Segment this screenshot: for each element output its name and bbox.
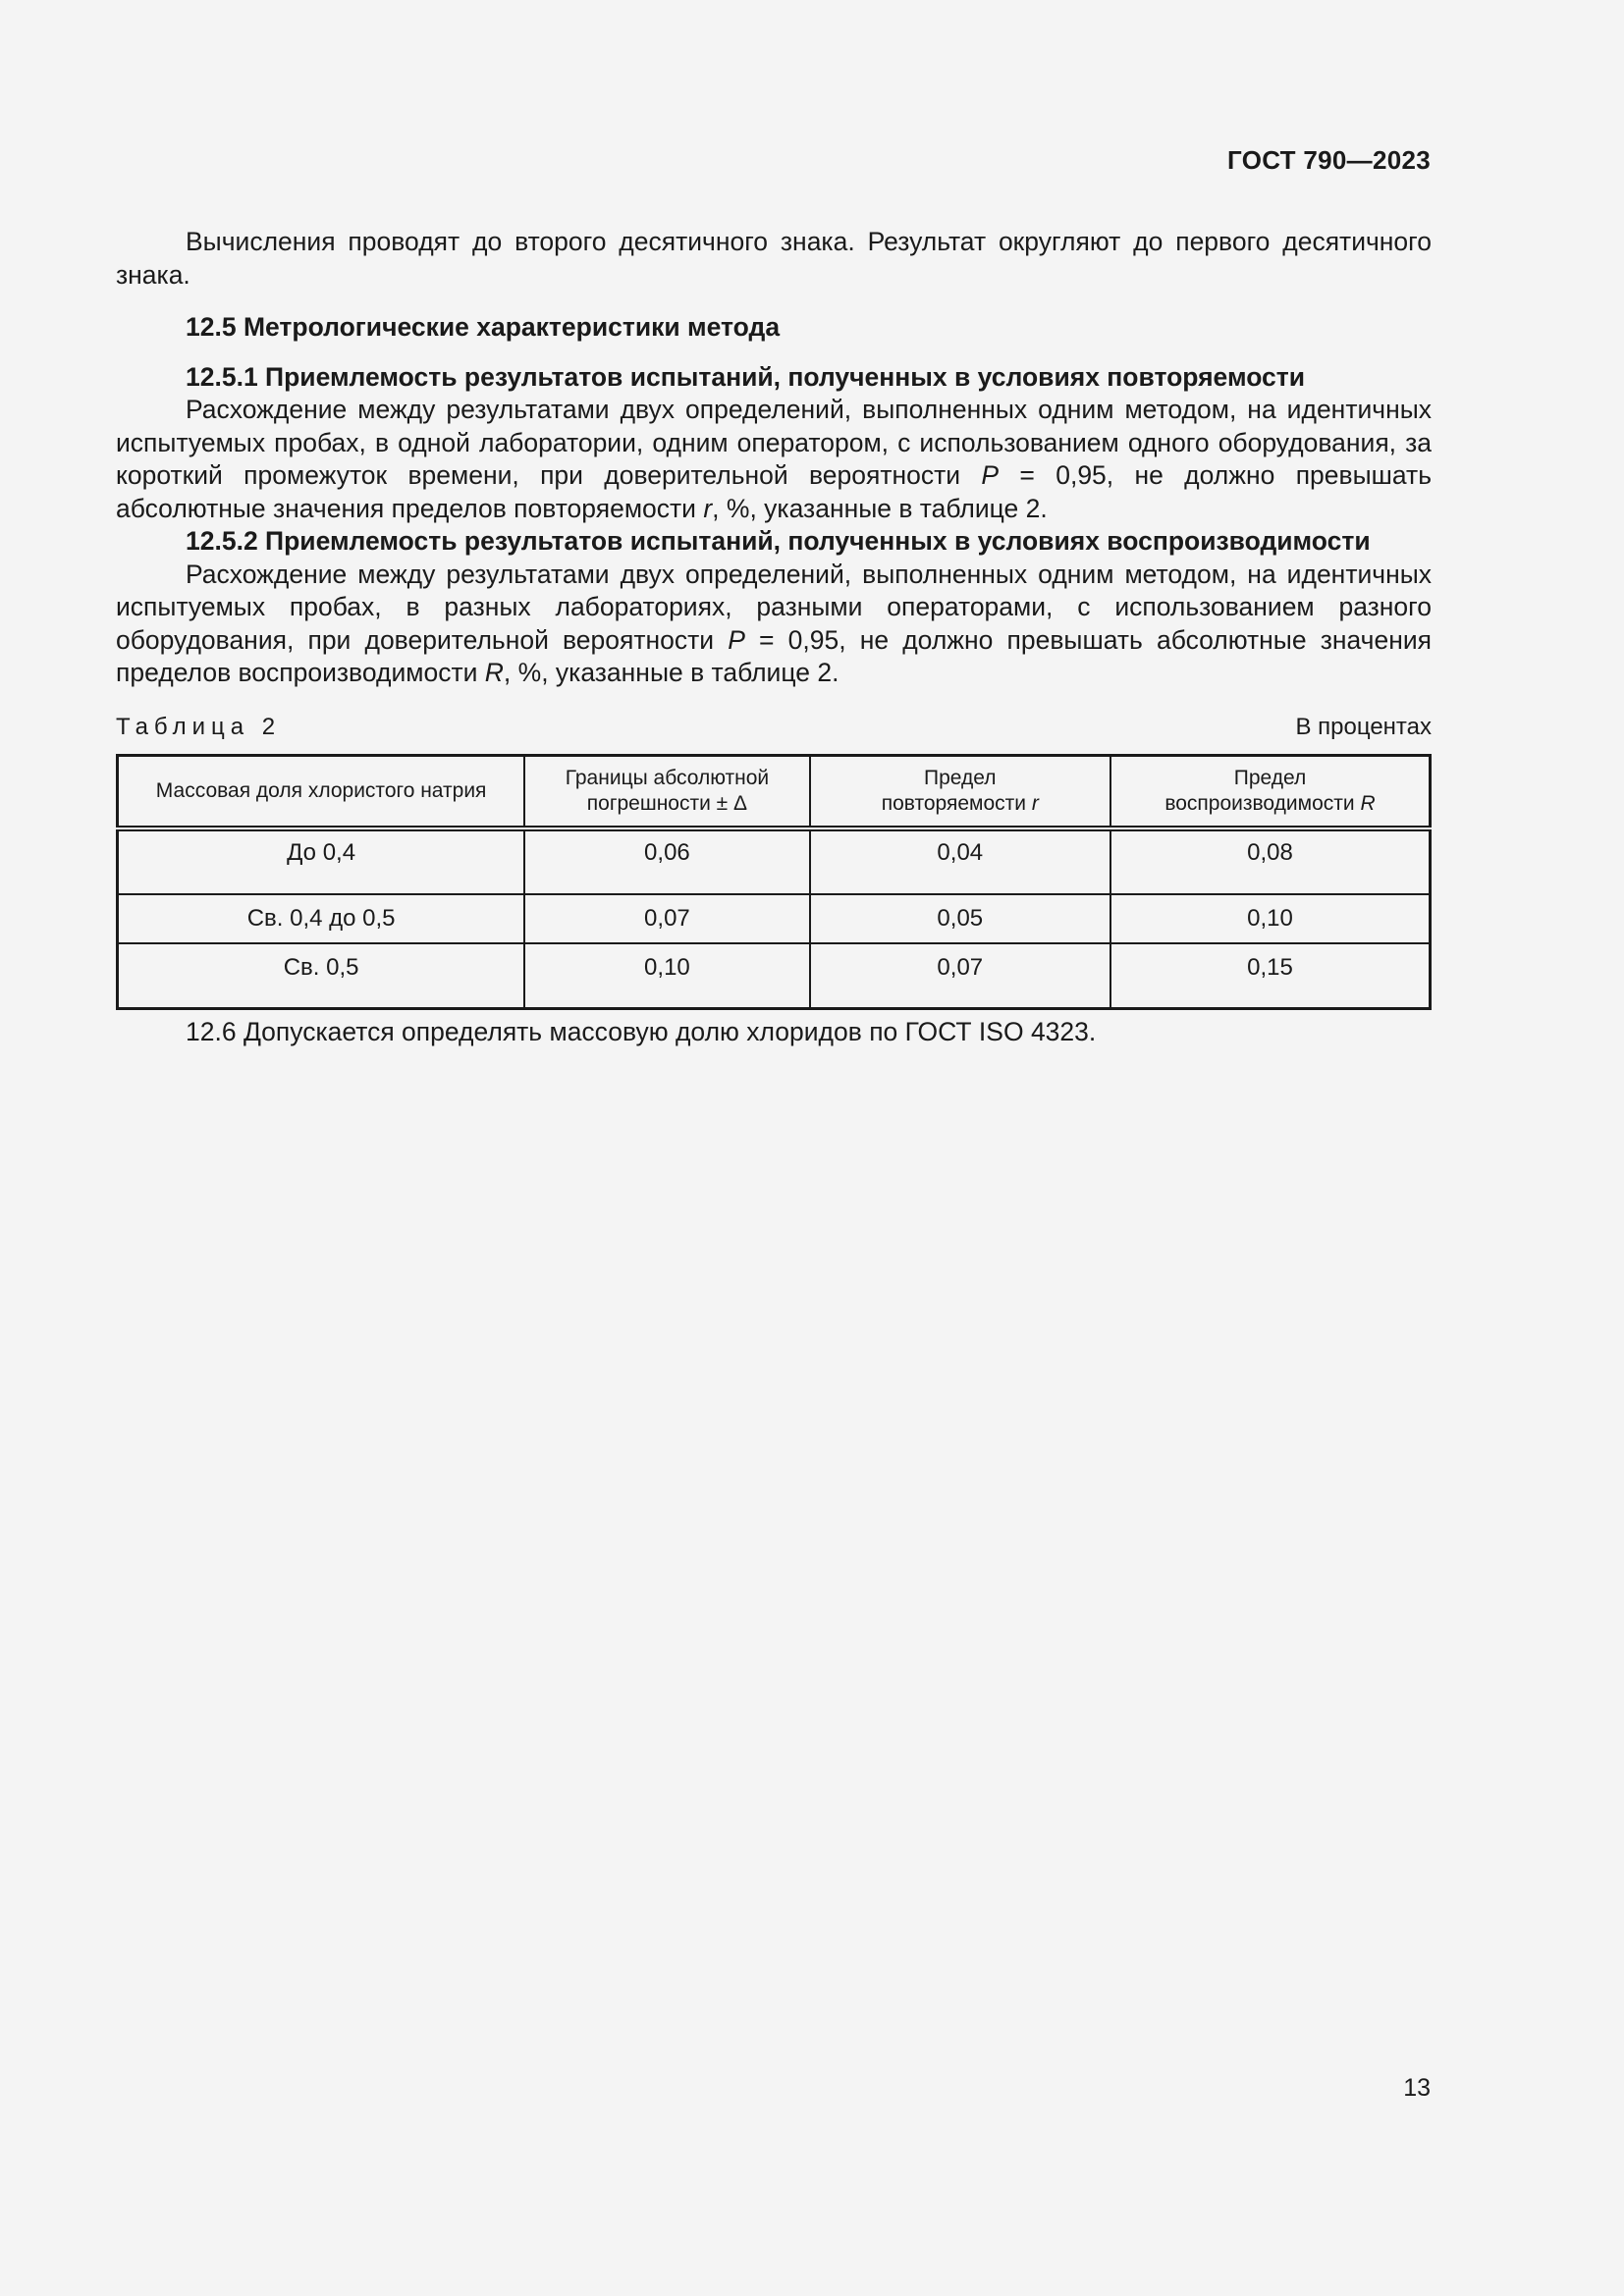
variable-r: r	[703, 493, 713, 523]
section-12-5-1-paragraph	[116, 394, 1432, 525]
metrology-table	[116, 754, 1432, 1010]
table-row	[118, 943, 1431, 1009]
section-12-6-paragraph: 12.6 Допускается определять массовую долю хлоридов по ГОСТ ISO 4323.	[186, 1017, 1097, 1046]
variable-big-r: R	[484, 658, 504, 687]
variable-p: P	[728, 624, 745, 655]
section-12-5-2-text-b: = 0,95, не должно превышать абсолютные значения пределов воспроизводимости	[116, 624, 1432, 687]
table-cell: 0,06	[524, 828, 809, 894]
header-error-bounds-line2: погрешности ± Δ	[586, 792, 748, 815]
table-cell: 0,08	[1110, 828, 1431, 894]
header-repeatability-var: r	[1031, 792, 1039, 815]
table-cell: Св. 0,5	[118, 943, 525, 1009]
header-reproducibility-line2: воспроизводимости	[1164, 792, 1361, 815]
header-reproducibility-line1: Предел	[1233, 767, 1307, 789]
table-cell: 0,10	[524, 943, 809, 1009]
section-12-5-2-text-c: , %, указанные в таблице 2.	[503, 658, 839, 687]
table-units: В процентах	[1295, 714, 1432, 740]
table-caption-row	[116, 714, 1432, 741]
header-reproducibility	[1110, 756, 1431, 829]
section-12-5-1-heading: 12.5.1 Приемлемость результатов испытаний, полученных в условиях повторяемости	[186, 361, 1306, 392]
document-standard-id: ГОСТ 790—2023	[1227, 145, 1431, 175]
table-cell: До 0,4	[118, 828, 525, 894]
table-cell: 0,07	[524, 894, 809, 943]
page-number: 13	[1403, 2074, 1431, 2102]
header-error-bounds-line1: Границы абсолютной	[565, 767, 770, 789]
table-cell: 0,07	[810, 943, 1110, 1009]
section-12-5-2-heading: 12.5.2 Приемлемость результатов испытаний, полученных в условиях воспроизводимости	[186, 526, 1371, 556]
calc-note-paragraph: Вычисления проводят до второго десятичного знака. Результат округляют до первого десятичного знака.	[116, 227, 1432, 290]
section-12-5-heading: 12.5 Метрологические характеристики метода	[186, 312, 781, 342]
header-repeatability-line1: Предел	[924, 767, 997, 789]
section-12-5-2-paragraph	[116, 559, 1432, 690]
table-cell: 0,05	[810, 894, 1110, 943]
table-cell: 0,10	[1110, 894, 1431, 943]
table-row	[118, 828, 1431, 894]
section-12-5-1-text-b: = 0,95, не должно превышать абсолютные значения пределов повторяемости	[116, 460, 1432, 523]
table-row	[118, 894, 1431, 943]
section-12-5-1-text-a: Расхождение между результатами двух определений, выполненных одним методом, на идентичных испытуемых пробах, в одной лаборатории, одним оператором, с использованием одного оборудования, за короткий промежуток времени, при доверительной вероятности	[116, 395, 1432, 490]
header-repeatability-line2: повторяемости	[881, 792, 1032, 815]
table-label: Таблица 2	[116, 714, 282, 740]
section-12-5-2-text-a: Расхождение между результатами двух определений, выполненных одним методом, на идентичных испытуемых пробах, в разных лабораториях, разными операторами, с использованием разного оборудования, при доверительной вероятности	[116, 559, 1432, 655]
table-cell: 0,15	[1110, 943, 1431, 1009]
variable-p: P	[981, 460, 1000, 490]
document-body	[116, 226, 1432, 690]
header-mass-fraction: Массовая доля хлористого натрия	[118, 756, 525, 829]
header-reproducibility-var: R	[1360, 792, 1376, 815]
table-cell: 0,04	[810, 828, 1110, 894]
table-header-row	[118, 756, 1431, 829]
section-12-5-1-text-c: , %, указанные в таблице 2.	[712, 493, 1048, 523]
table-cell: Св. 0,4 до 0,5	[118, 894, 525, 943]
header-repeatability	[810, 756, 1110, 829]
header-error-bounds	[524, 756, 809, 829]
